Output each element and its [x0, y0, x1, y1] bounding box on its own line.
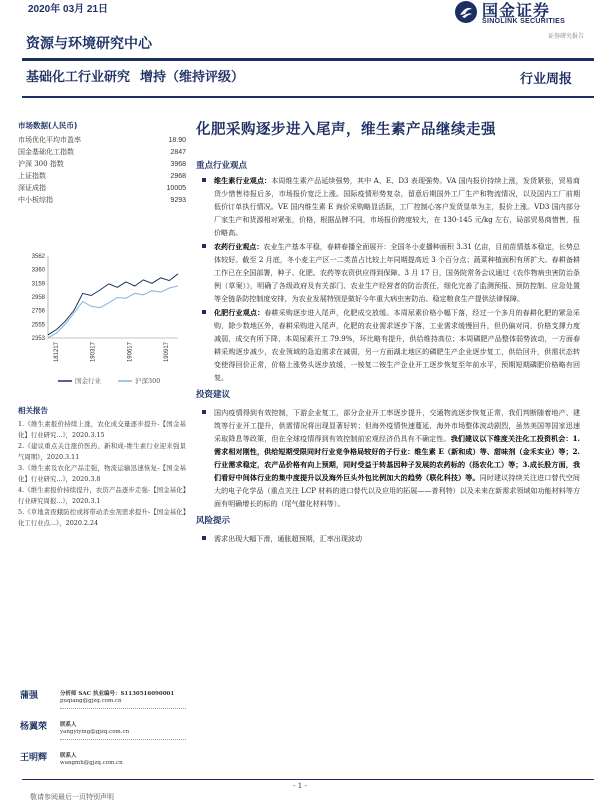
analyst-email[interactable]: yangyiying@gjzq.com.cn	[60, 729, 130, 735]
table-row: 深证成指 10005	[18, 184, 186, 192]
paragraph-advice	[196, 406, 580, 510]
divider	[60, 708, 186, 709]
industry-name: 基础化工行业研究	[26, 70, 131, 85]
y-tick-label: 2555	[31, 322, 45, 329]
table-row: 国金基础化工指数 2847	[18, 148, 186, 156]
section-heading-risk: 风险提示	[196, 516, 231, 526]
header-divider-bottom	[22, 96, 594, 98]
para-lead: 农药行业观点：	[214, 242, 264, 251]
industry-title	[26, 66, 244, 85]
list-item[interactable]: 5.《草地贪夜蛾防控或将带动杀虫剂需求提升-【国金基化】化工行业点...》，2020.2.24	[18, 508, 186, 527]
page-number: - 1 -	[293, 782, 307, 790]
analysts	[18, 688, 188, 781]
para-text: 需求出现大幅下滑，通胀超预期，汇率出现波动	[214, 534, 362, 543]
page-title: 化肥采购逐步进入尾声，维生素产品继续走强	[196, 122, 496, 138]
para-text: 农业生产基本平稳，春耕春播全面展开：全国冬小麦播种面积 3.31 亿亩，目前苗情基本稳定，长势总体较好。截至 2 月底，冬小麦主产区一二类苗占比较上年同期提高近 3 个百分点；蔬菜种植面积有所扩大。春耕备耕工作已在全国部署，种子、化肥、农药等农资供应得到保障。3 月 17 日，国务院常务会议通过《农作物病虫害防治条例（草案）》，明确了各级政府及有关部门、农业生产经营者的防治责任，细化完善了监测预报、预防控制、应急处置等全链条防控制度安排，为农业发展特别是做好今年重大病虫害防治、稳定粮食生产提供法律保障。	[214, 242, 580, 303]
sidebar	[18, 120, 186, 206]
section-heading-advice: 投资建议	[196, 390, 231, 400]
para-text: 国内疫情得到有效控制，下游企业复工，部分企业开工率逐步提升，交通物流逐步恢复正常，我们判断随着地产、建筑等行业开工提升，供需情况将出现显著好转；但海外疫情快速蔓延，海外市场整体波动剧烈，虽然美国等国家迅速采取降息等政策，但在全球疫情得到有效控制前宏观经济仍具有不确定性。	[214, 408, 580, 443]
analyst-name: 杨翼荣	[20, 722, 48, 732]
paragraph-vitamin	[196, 174, 580, 239]
y-tick-label: 3159	[31, 281, 45, 288]
index-chart	[18, 248, 186, 388]
related-reports-title: 相关报告	[18, 406, 48, 415]
logo-cn: 国金证券	[482, 1, 551, 20]
analyst-role: 联系人	[60, 753, 77, 759]
analyst-role: 分析师 SAC 执业编号：S1130516090001	[60, 691, 175, 697]
paragraph-fertilizer	[196, 306, 580, 384]
divider	[60, 739, 186, 740]
y-tick-label: 2353	[31, 336, 45, 342]
section-heading-views: 重点行业观点	[196, 161, 248, 171]
list-item[interactable]: 1.《维生素报价持续上涨，农化成交量逐步提升-【国金基化】行业研究...》，2020.3.15	[18, 420, 186, 439]
main-content	[196, 118, 580, 546]
paragraph-pesticide	[196, 240, 580, 305]
report-date: 2020年 03月 21日	[28, 4, 109, 15]
list-item[interactable]: 4.《维生素报价持续提升，农资产品逐步走强-【国金基化】行业研究周报...》，2020.3.1	[18, 486, 186, 505]
para-text: 春耕采购逐步进入尾声，化肥成交放缓。本周尿素价格小幅下落，经过一个多月的春耕化肥的紧急采购，除少数地区外，春耕采购进入尾声，化肥的农业需求逐步下落，工业需求缓慢回升，但仍偏对同，价格支撑力度减弱，成交有所下降，本周尿素开工 79.9%，环比略有提升，供给维持高位；本周磷肥产品整体弱势波动，一方面春耕采购逐步减少，农业领域的急迫需求在减弱，另一方面湖北地区的磷肥生产企业逐步复工，供给回升，供需状态转变使得回价正常，价格上涨势头逐步放缓，一铵复二铵生产企业开工逐步恢复至年前水平，预期短期磷肥价格略有回复。	[214, 308, 580, 382]
market-data-title: 市场数据(人民币)	[18, 121, 78, 130]
para-lead: 化肥行业观点：	[214, 308, 265, 317]
table-row: 中小板综指 9293	[18, 196, 186, 204]
y-tick-label: 2958	[31, 294, 45, 301]
analyst-name: 王明辉	[20, 753, 48, 763]
x-tick-label: 190317	[90, 342, 97, 363]
para-tail: 同时建议持续关注进口替代空间大的电子化学品（重点关注 LCP 材料的进口替代以及应用的拓展——普利特）以及未来在新需求领域如功能材料等方面有明确增长的标的（尾气催化材料等）。	[214, 473, 580, 508]
series-line	[48, 274, 178, 335]
company-logo	[454, 0, 584, 38]
table-row: 沪深 300 指数 3968	[18, 160, 186, 168]
y-tick-label: 2756	[31, 308, 45, 315]
analyst-name: 蒲强	[20, 691, 39, 701]
index-chart-svg	[18, 248, 186, 388]
analyst-email[interactable]: wangmh@gjzq.com.cn	[60, 760, 123, 766]
x-tick-label: 190617	[127, 342, 134, 363]
para-text: 本周维生素产品延续强势，其中 A、E、D3 表现强势。VA 国内报价持续上涨，发货紧张，贸易商货少惜售待报后多，市场报价宽泛上涨。国际疫情形势复杂，留意后期国外工厂生产和物流情况，以及国内工厂前期低价订单执行情况。VE 国内维生素 E 询价采购略显活跃，工厂控制心客户发货显单为主，报价上涨。VD3 国内部分厂家生产和货源相对紧张，价格，根据品牌不同，市场报价跨度较大，在 130-145 元/kg 左右，局部贸易商惜售，报价略高。	[214, 176, 580, 237]
footer-divider	[22, 779, 594, 780]
analyst-role: 联系人	[60, 722, 77, 728]
report-type: 行业周报	[519, 72, 572, 87]
sinolink-logo-icon	[454, 0, 478, 24]
y-tick-label: 3562	[31, 254, 45, 260]
legend-label: 国金行业	[75, 377, 101, 385]
para-bold: 我们建议以下维度关注化工投资机会：1.需求相对刚性，供给短期受限同时行业竞争格局较好的子行业：维生素 E（新和成）等、甜味剂（金禾实业）等；2.行业需求稳定，农产品价格有向上预期，同时受益于转基因种子发展的农药标的（扬农化工）等；3.成长股方面，我们看好中间体行业的集中度提升以及海外巨头外包比例加大的趋势（联化科技）等。	[214, 434, 580, 482]
para-lead: 维生素行业观点：	[214, 176, 272, 185]
analyst-email[interactable]: puqiang@gjzq.com.cn	[60, 698, 122, 704]
series-line	[48, 286, 178, 338]
x-tick-label: 181217	[54, 342, 60, 363]
logo-sub: 证券研究报告	[547, 33, 584, 40]
paragraph-risk	[196, 532, 580, 545]
list-item[interactable]: 3.《维生素及农化产品走强，物流运输迅速恢复-【国金基化】行业研究...》，2020.3.8	[18, 464, 186, 483]
research-center: 资源与环境研究中心	[26, 36, 152, 52]
market-data-table	[18, 134, 186, 206]
logo-en: SINOLINK SECURITIES	[482, 18, 566, 25]
rating: 增持（维持评级）	[140, 70, 245, 85]
x-tick-label: 190917	[164, 342, 170, 363]
y-tick-label: 3360	[31, 267, 45, 274]
analyst	[18, 719, 188, 750]
header-divider	[22, 58, 594, 61]
analyst	[18, 688, 188, 719]
analyst	[18, 750, 188, 781]
legend-label: 沪深300	[135, 377, 161, 385]
related-reports	[18, 405, 186, 529]
list-item[interactable]: 2.《建议重点关注涨价医药、新和成-维生素行业迎来强景气周期》，2020.3.11	[18, 442, 186, 461]
table-row: 上证指数 2968	[18, 172, 186, 180]
footer-note: 敬请参阅最后一页特别声明	[30, 793, 114, 800]
table-row: 市场优化平均市盈率 18.90	[18, 136, 186, 144]
